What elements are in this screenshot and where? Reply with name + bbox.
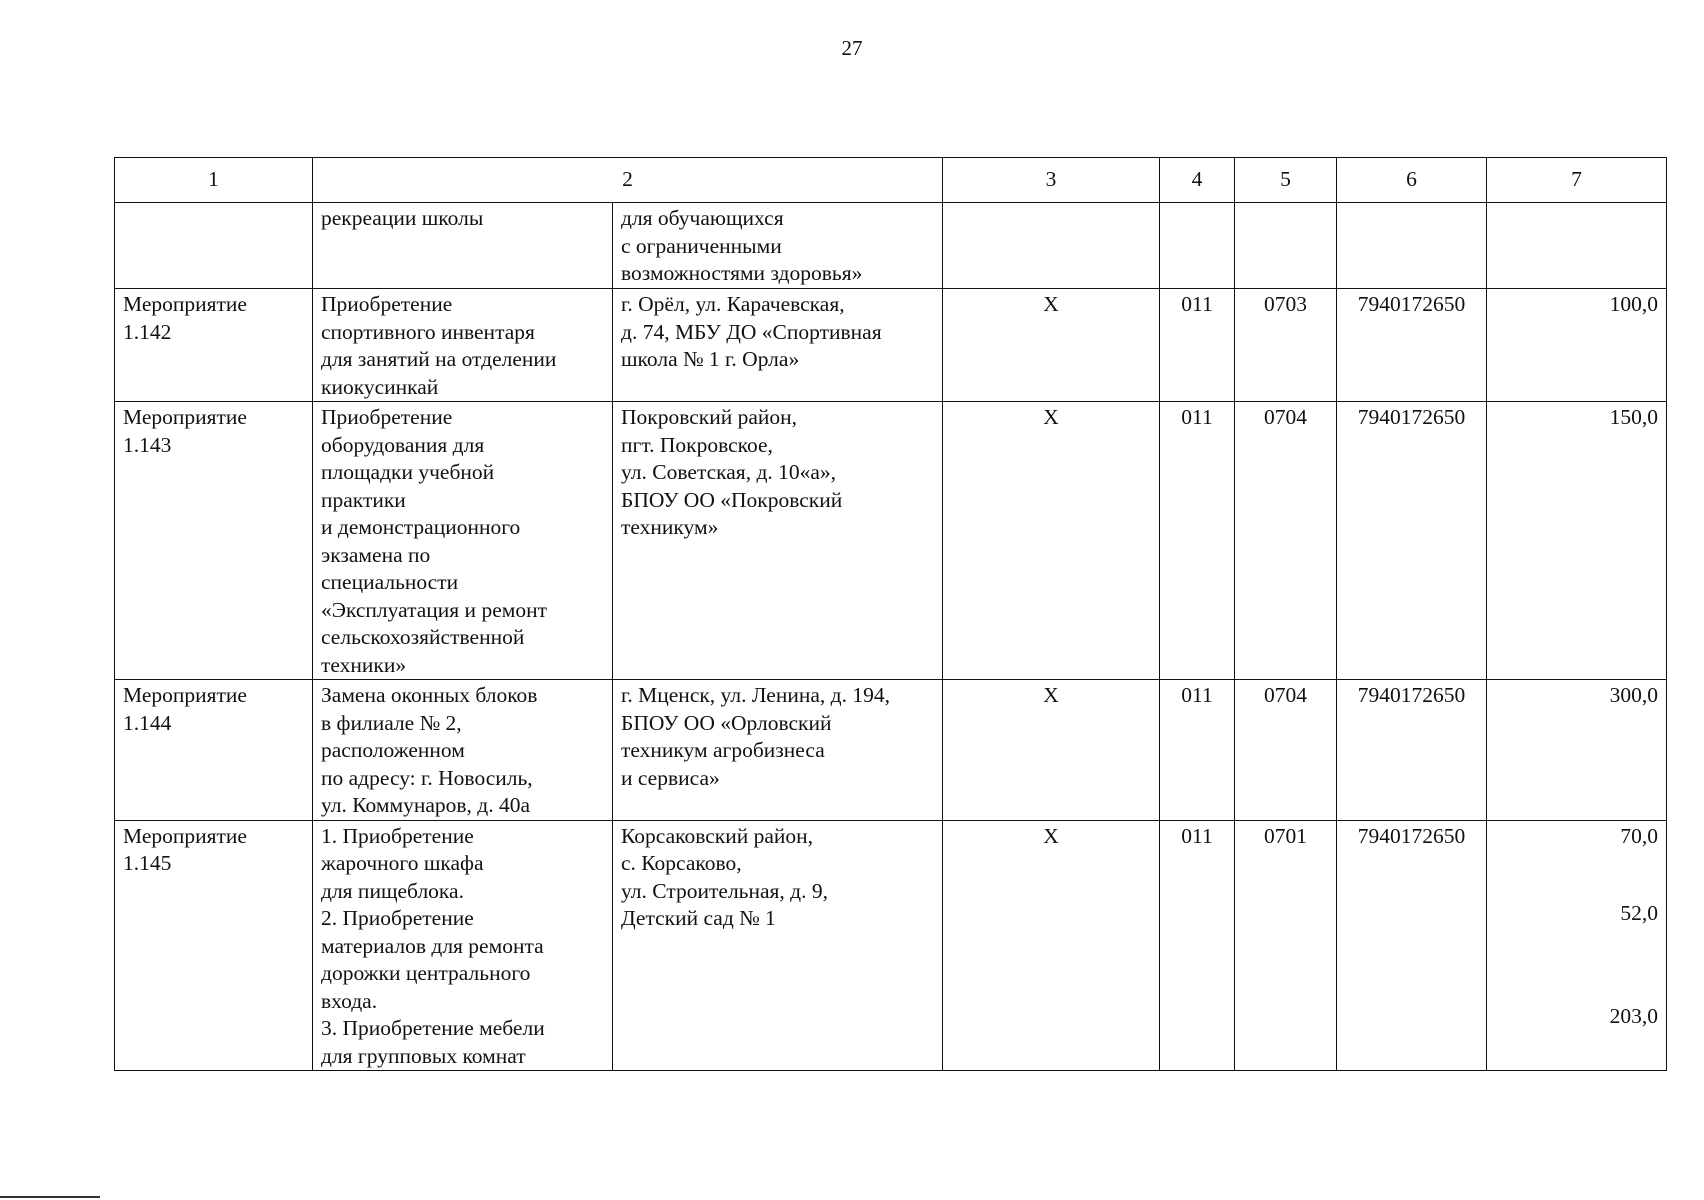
cell-col6: 7940172650 bbox=[1337, 820, 1487, 1071]
cell-col3: Х bbox=[943, 820, 1160, 1071]
cell-address bbox=[613, 289, 943, 402]
text-line: Приобретение bbox=[321, 292, 453, 316]
cell-col3: Х bbox=[943, 680, 1160, 821]
text-line: БПОУ ОО «Покровский bbox=[621, 487, 843, 512]
table-row bbox=[115, 402, 1667, 680]
text-line: площадки учебной bbox=[321, 460, 495, 484]
amount-value: 52,0 bbox=[1620, 901, 1658, 925]
cell-col5: 0704 bbox=[1235, 402, 1337, 680]
cell-name bbox=[313, 820, 613, 1071]
text-line: возможностями здоровья» bbox=[621, 261, 863, 285]
cell-col6: 7940172650 bbox=[1337, 289, 1487, 402]
header-col-7: 7 bbox=[1487, 158, 1667, 203]
cell-col6: 7940172650 bbox=[1337, 680, 1487, 821]
cell-name bbox=[313, 402, 613, 680]
text-line: БПОУ ОО «Орловский bbox=[621, 710, 832, 735]
text-line: расположенном bbox=[321, 738, 465, 762]
cell-amount bbox=[1487, 820, 1667, 1071]
table-row bbox=[115, 289, 1667, 402]
text-line: техникум агробизнеса bbox=[621, 738, 825, 762]
text-line: г. Орёл, ул. Карачевская, bbox=[621, 292, 845, 316]
text-line: ул. Советская, д. 10«а», bbox=[621, 460, 837, 484]
cell-col3: Х bbox=[943, 402, 1160, 680]
text-line: в филиале № 2, bbox=[321, 710, 462, 735]
text-line: техники» bbox=[321, 652, 407, 677]
cell-col3: Х bbox=[943, 289, 1160, 402]
cell-id bbox=[115, 402, 313, 680]
cell-col4: 011 bbox=[1160, 402, 1235, 680]
text-line: и сервиса» bbox=[621, 765, 720, 790]
cell-col5: 0704 bbox=[1235, 680, 1337, 821]
cell-id bbox=[115, 289, 313, 402]
text-line: Мероприятие bbox=[123, 683, 247, 707]
text-line: материалов для ремонта bbox=[321, 933, 544, 958]
table-row bbox=[115, 680, 1667, 821]
cell-col5: 0703 bbox=[1235, 289, 1337, 402]
text-line: Мероприятие bbox=[123, 292, 247, 316]
cell-col6: 7940172650 bbox=[1337, 402, 1487, 680]
text-line: 1.142 bbox=[123, 319, 172, 344]
cell-id bbox=[115, 203, 313, 289]
text-line: 1.143 bbox=[123, 432, 172, 457]
cell-col4: 011 bbox=[1160, 680, 1235, 821]
cell-col6 bbox=[1337, 203, 1487, 289]
amount-value: 70,0 bbox=[1620, 823, 1658, 848]
text-line: жарочного шкафа bbox=[321, 851, 484, 875]
header-col-2: 2 bbox=[313, 158, 943, 203]
cell-name bbox=[313, 680, 613, 821]
header-row bbox=[115, 158, 1667, 203]
page-number: 27 bbox=[841, 36, 863, 60]
text-line: с. Корсаково, bbox=[621, 851, 742, 875]
amount-value: 100,0 bbox=[1609, 292, 1658, 316]
continuation-row bbox=[115, 203, 1667, 289]
text-line: 1.144 bbox=[123, 710, 172, 735]
text-line: специальности bbox=[321, 570, 459, 594]
text-line: д. 74, МБУ ДО «Спортивная bbox=[621, 319, 882, 344]
amount-value: 150,0 bbox=[1609, 405, 1658, 429]
events-table bbox=[114, 157, 1667, 1071]
text-line: для занятий на отделении bbox=[321, 347, 557, 371]
text-line: с ограниченными bbox=[621, 233, 782, 258]
table-row bbox=[115, 820, 1667, 1071]
cell-amount bbox=[1487, 289, 1667, 402]
text-line: и демонстрационного bbox=[321, 515, 521, 539]
cell-col5 bbox=[1235, 203, 1337, 289]
cell-col4: 011 bbox=[1160, 289, 1235, 402]
cell-amount bbox=[1487, 680, 1667, 821]
scan-mark bbox=[0, 1196, 100, 1198]
text-line: практики bbox=[321, 487, 406, 512]
text-line: пгт. Покровское, bbox=[621, 432, 773, 457]
text-line: экзамена по bbox=[321, 542, 431, 567]
text-line: 1. Приобретение bbox=[321, 823, 474, 848]
text-line: спортивного инвентаря bbox=[321, 319, 535, 344]
cell-col5: 0701 bbox=[1235, 820, 1337, 1071]
cell-id bbox=[115, 820, 313, 1071]
header-col-3: 3 bbox=[943, 158, 1160, 203]
header-col-1: 1 bbox=[115, 158, 313, 203]
cell-name bbox=[313, 203, 613, 289]
table-header bbox=[115, 158, 1667, 203]
text-line: входа. bbox=[321, 988, 378, 1013]
text-line: 3. Приобретение мебели bbox=[321, 1016, 545, 1040]
text-line: для обучающихся bbox=[621, 206, 784, 230]
text-line: для пищеблока. bbox=[321, 878, 464, 903]
amount-value: 300,0 bbox=[1609, 683, 1658, 707]
cell-address bbox=[613, 203, 943, 289]
text-line: 1.145 bbox=[123, 851, 172, 875]
text-line: по адресу: г. Новосиль, bbox=[321, 765, 533, 790]
text-line: Мероприятие bbox=[123, 823, 247, 848]
cell-col4 bbox=[1160, 203, 1235, 289]
cell-address bbox=[613, 820, 943, 1071]
text-line: Покровский район, bbox=[621, 405, 798, 429]
cell-amount bbox=[1487, 402, 1667, 680]
cell-amount bbox=[1487, 203, 1667, 289]
text-line: Детский сад № 1 bbox=[621, 906, 776, 930]
header-col-4: 4 bbox=[1160, 158, 1235, 203]
text-line: Корсаковский район, bbox=[621, 823, 814, 848]
header-col-6: 6 bbox=[1337, 158, 1487, 203]
text-line: «Эксплуатация и ремонт bbox=[321, 597, 547, 622]
cell-address bbox=[613, 680, 943, 821]
cell-address bbox=[613, 402, 943, 680]
text-line: г. Мценск, ул. Ленина, д. 194, bbox=[621, 683, 890, 707]
text-line: техникум» bbox=[621, 515, 719, 539]
text-line: ул. Строительная, д. 9, bbox=[621, 878, 828, 903]
cell-id bbox=[115, 680, 313, 821]
text-line: рекреации школы bbox=[321, 206, 484, 230]
text-line: Приобретение bbox=[321, 405, 453, 429]
cell-col4: 011 bbox=[1160, 820, 1235, 1071]
amount-value: 203,0 bbox=[1609, 1003, 1658, 1028]
text-line: 2. Приобретение bbox=[321, 906, 474, 930]
cell-name bbox=[313, 289, 613, 402]
text-line: для групповых комнат bbox=[321, 1043, 526, 1068]
text-line: дорожки центрального bbox=[321, 961, 531, 985]
table-body bbox=[115, 203, 1667, 1071]
text-line: оборудования для bbox=[321, 432, 485, 457]
text-line: Замена оконных блоков bbox=[321, 683, 538, 707]
text-line: киокусинкай bbox=[321, 374, 439, 399]
text-line: школа № 1 г. Орла» bbox=[621, 347, 800, 371]
cell-col3 bbox=[943, 203, 1160, 289]
text-line: Мероприятие bbox=[123, 405, 247, 429]
text-line: сельскохозяйственной bbox=[321, 625, 525, 649]
header-col-5: 5 bbox=[1235, 158, 1337, 203]
text-line: ул. Коммунаров, д. 40а bbox=[321, 793, 531, 817]
